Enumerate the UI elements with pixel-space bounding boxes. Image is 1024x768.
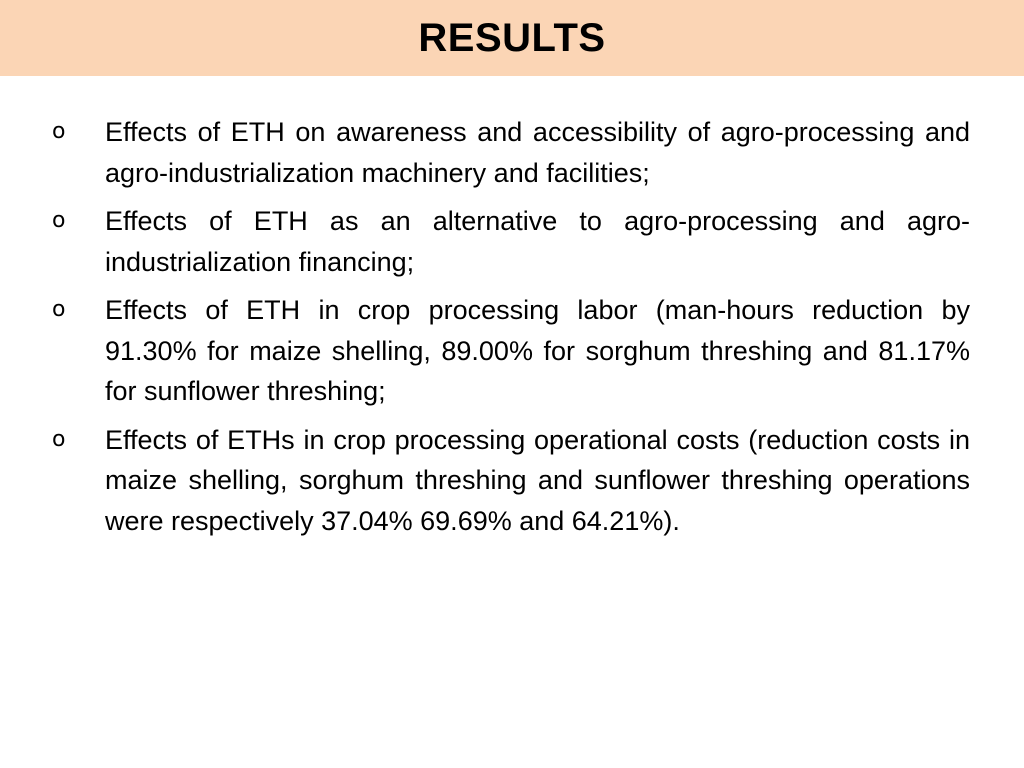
- slide-title: RESULTS: [418, 15, 606, 60]
- bullet-item: [52, 112, 970, 193]
- bullet-item: [52, 420, 970, 542]
- bullet-marker-icon: o: [52, 119, 66, 144]
- bullet-item: [52, 290, 970, 412]
- bullet-marker-icon: o: [52, 297, 66, 322]
- bullet-text: Effects of ETH on awareness and accessibility of agro-processing and agro-industrialization machinery and facilities;: [105, 117, 970, 188]
- bullet-text: Effects of ETH in crop processing labor (man-hours reduction by 91.30% for maize shelling, 89.00% for sorghum threshing and 81.17% for sunflower threshing;: [105, 295, 970, 406]
- bullet-text: Effects of ETHs in crop processing operational costs (reduction costs in maize shelling, sorghum threshing and sunflower threshing operations were respectively 37.04% 69.69% and 64.21%).: [105, 424, 970, 536]
- title-band: [0, 0, 1024, 76]
- bullet-text: Effects of ETH as an alternative to agro-processing and agro-industrialization financing;: [105, 206, 970, 277]
- bullet-marker-icon: o: [52, 208, 66, 233]
- bullet-list: [52, 112, 970, 549]
- bullet-item: [52, 201, 970, 282]
- bullet-marker-icon: o: [52, 426, 66, 452]
